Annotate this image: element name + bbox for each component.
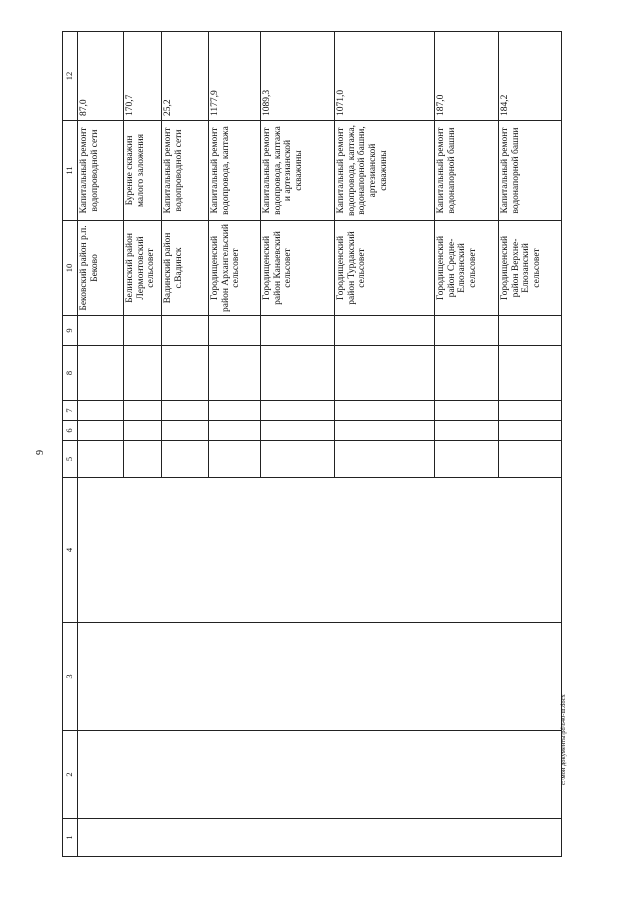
empty-cell (209, 346, 261, 401)
empty-cell (261, 401, 335, 421)
empty-cell (78, 401, 124, 421)
empty-cell (335, 346, 435, 401)
empty-cell (435, 401, 499, 421)
district-cell: Бековский район р.п. Беково (78, 221, 124, 316)
file-path-footer: c:\мои документы\рd\640-ш.docx (560, 694, 567, 785)
district-cell: Городищенский район Турдакский сельсовет (335, 221, 435, 316)
empty-cell (124, 401, 162, 421)
empty-cell (435, 316, 499, 346)
district-cell: Городищенский район Средне-Елюзанский сельсовет (435, 221, 499, 316)
empty-cell (335, 316, 435, 346)
empty-cell (499, 421, 562, 441)
amount-cell: 184,2 (499, 32, 562, 121)
column-number: 7 (63, 401, 78, 421)
column-number: 10 (63, 221, 78, 316)
empty-cell (335, 441, 435, 478)
column-number: 8 (63, 346, 78, 401)
empty-cell (261, 316, 335, 346)
empty-cell (124, 441, 162, 478)
table-row (78, 32, 124, 857)
amount-cell: 1071,0 (335, 32, 435, 121)
district-cell: Белинский район Лермонтовский сельсовет (124, 221, 162, 316)
empty-cell (209, 401, 261, 421)
column-number: 6 (63, 421, 78, 441)
amount-cell: 1089,3 (261, 32, 335, 121)
page-number: 9 (35, 450, 46, 455)
amount-cell: 1177,9 (209, 32, 261, 121)
work-type-cell: Бурение скважин малого заложения (124, 121, 162, 221)
empty-cell (124, 346, 162, 401)
district-cell: Городищенский район Канаевский сельсовет (261, 221, 335, 316)
empty-cell (209, 441, 261, 478)
empty-cell (162, 441, 209, 478)
empty-cell (78, 731, 562, 819)
column-number: 4 (63, 478, 78, 623)
table-wrapper (62, 32, 562, 857)
column-number: 11 (63, 121, 78, 221)
empty-cell (435, 421, 499, 441)
district-cell: Городищенский район Архангельский сельсовет (209, 221, 261, 316)
data-table (62, 31, 562, 857)
column-number: 5 (63, 441, 78, 478)
column-number: 2 (63, 731, 78, 819)
work-type-cell: Капитальный ремонт водопроводной сети (162, 121, 209, 221)
work-type-cell: Капитальный ремонт водонапорной башни (435, 121, 499, 221)
district-cell: Вадинский район с.Вадинск (162, 221, 209, 316)
work-type-cell: Капитальный ремонт водопроводной сети (78, 121, 124, 221)
empty-cell (124, 316, 162, 346)
district-cell: Городищенский район Верхне-Елюзанский сельсовет (499, 221, 562, 316)
amount-cell: 25,2 (162, 32, 209, 121)
work-type-cell: Капитальный ремонт водопровода, каптажа, водонапорной башни, артезианской скважины (335, 121, 435, 221)
empty-cell (78, 819, 562, 857)
empty-cell (335, 421, 435, 441)
empty-cell (335, 401, 435, 421)
empty-cell (162, 401, 209, 421)
empty-cell (499, 346, 562, 401)
column-number-row (63, 32, 78, 857)
empty-cell (78, 346, 124, 401)
empty-cell (78, 623, 562, 731)
empty-cell (499, 441, 562, 478)
empty-cell (435, 346, 499, 401)
empty-cell (435, 441, 499, 478)
empty-cell (261, 441, 335, 478)
empty-cell (162, 316, 209, 346)
amount-cell: 87,0 (78, 32, 124, 121)
empty-cell (209, 421, 261, 441)
empty-cell (162, 346, 209, 401)
empty-cell (261, 346, 335, 401)
work-type-cell: Капитальный ремонт водопровода, каптажа и артезианской скважины (261, 121, 335, 221)
empty-cell (78, 316, 124, 346)
work-type-cell: Капитальный ремонт водопровода, каптажа (209, 121, 261, 221)
work-type-cell: Капитальный ремонт водонапорной башни (499, 121, 562, 221)
column-number: 9 (63, 316, 78, 346)
column-number: 1 (63, 819, 78, 857)
empty-cell (78, 421, 124, 441)
amount-cell: 187,0 (435, 32, 499, 121)
empty-cell (261, 421, 335, 441)
empty-cell (78, 478, 562, 623)
empty-cell (209, 316, 261, 346)
empty-cell (78, 441, 124, 478)
empty-cell (499, 316, 562, 346)
amount-cell: 170,7 (124, 32, 162, 121)
empty-cell (124, 421, 162, 441)
column-number: 3 (63, 623, 78, 731)
empty-cell (499, 401, 562, 421)
column-number: 12 (63, 32, 78, 121)
empty-cell (162, 421, 209, 441)
